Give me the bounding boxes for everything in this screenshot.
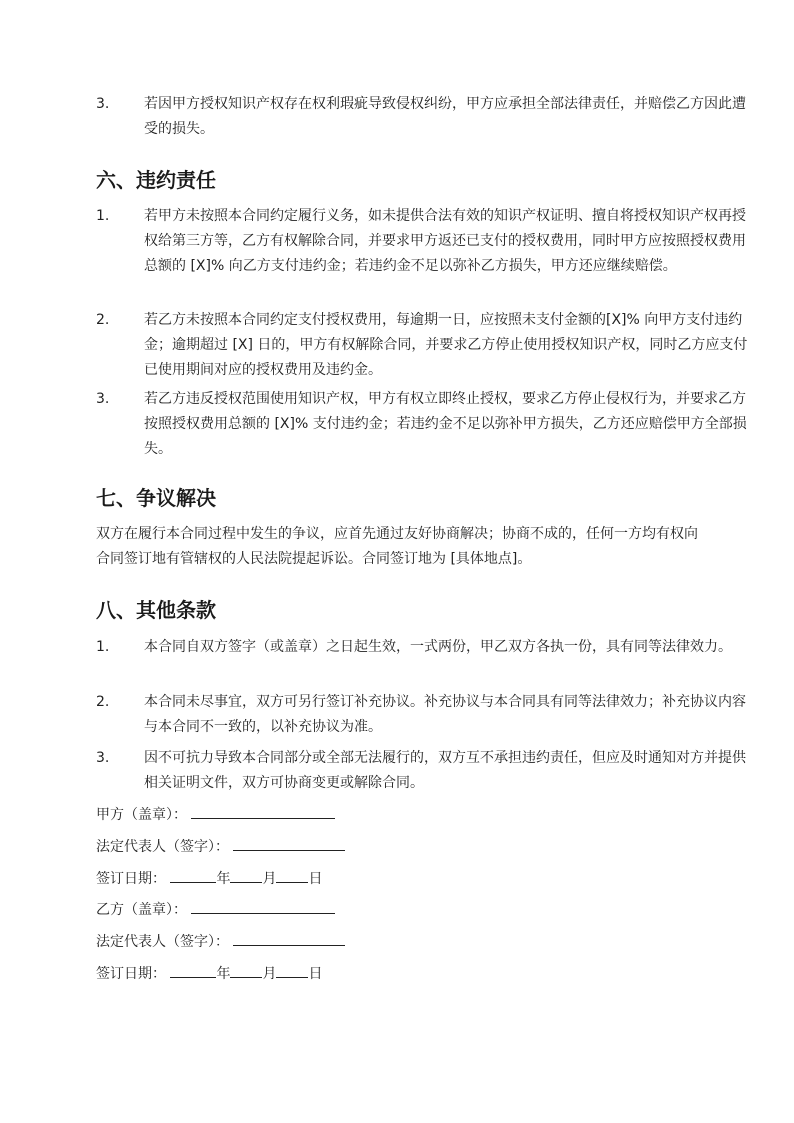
party-a-seal-line [96, 804, 335, 825]
party-b-rep-blank[interactable] [233, 931, 345, 946]
list-text: 因不可抗力导致本合同部分或全部无法履行的，双方互不承担违约责任，但应及时通知对方并提供相关证明文件，双方可协商变更或解除合同。 [144, 750, 746, 791]
list-item [96, 690, 748, 740]
party-b-seal-label: 乙方（盖章）： [96, 902, 187, 918]
list-text: 若乙方未按照本合同约定支付授权费用，每逾期一日，应按照未支付金额的[X]% 向甲方支付违约金；逾期超过 [X] 日的，甲方有权解除合同，并要求乙方停止使用授权知识产权，同时乙方应支付已使用期间对应的授权费用及违约金。 [144, 312, 748, 378]
party-b-rep-label: 法定代表人（签字）： [96, 934, 229, 950]
party-b-date-line [96, 963, 322, 984]
list-number: 1. [96, 639, 110, 655]
party-b-rep-line [96, 931, 345, 952]
day-blank[interactable] [276, 868, 308, 883]
party-a-date-label: 签订日期： [96, 871, 166, 887]
list-item [96, 746, 748, 796]
party-a-seal-blank[interactable] [191, 804, 335, 819]
list-number: 3. [96, 96, 110, 112]
list-number: 2. [96, 694, 110, 710]
party-a-rep-line [96, 836, 345, 857]
list-number: 3. [96, 391, 110, 407]
party-a-rep-label: 法定代表人（签字）： [96, 839, 229, 855]
section-heading-breach: 六、违约责任 [96, 168, 216, 192]
list-text: 本合同自双方签字（或盖章）之日起生效，一式两份，甲乙双方各执一份，具有同等法律效力。 [144, 639, 732, 655]
month-label: 月 [262, 871, 277, 887]
month-blank[interactable] [230, 868, 262, 883]
list-number: 2. [96, 312, 110, 328]
list-number: 1. [96, 208, 110, 224]
list-number: 3. [96, 750, 110, 766]
year-blank[interactable] [170, 868, 216, 883]
list-item [96, 635, 748, 660]
dispute-paragraph: 双方在履行本合同过程中发生的争议，应首先通过友好协商解决；协商不成的，任何一方均有权向合同签订地有管辖权的人民法院提起诉讼。合同签订地为 [具体地点]。 [96, 526, 698, 567]
list-text: 本合同未尽事宜，双方可另行签订补充协议。补充协议与本合同具有同等法律效力；补充协议内容与本合同不一致的，以补充协议为准。 [144, 694, 746, 735]
day-label: 日 [308, 871, 323, 887]
party-a-rep-blank[interactable] [233, 836, 345, 851]
year-blank[interactable] [170, 963, 216, 978]
day-blank[interactable] [276, 963, 308, 978]
month-blank[interactable] [230, 963, 262, 978]
party-a-date-line [96, 868, 322, 889]
list-item [96, 92, 748, 142]
party-b-date-label: 签订日期： [96, 966, 166, 982]
party-a-seal-label: 甲方（盖章）： [96, 807, 187, 823]
list-item [96, 204, 748, 279]
party-b-seal-line [96, 899, 335, 920]
year-label: 年 [216, 966, 231, 982]
list-item [96, 387, 748, 462]
list-text: 若乙方违反授权范围使用知识产权，甲方有权立即终止授权，要求乙方停止侵权行为，并要求乙方按照授权费用总额的 [X]% 支付违约金；若违约金不足以弥补甲方损失，乙方还应赔偿甲方全部损失。 [144, 391, 747, 457]
list-text: 若因甲方授权知识产权存在权利瑕疵导致侵权纠纷，甲方应承担全部法律责任，并赔偿乙方因此遭受的损失。 [144, 96, 746, 137]
list-text: 若甲方未按照本合同约定履行义务，如未提供合法有效的知识产权证明、擅自将授权知识产权再授权给第三方等，乙方有权解除合同，并要求甲方返还已支付的授权费用，同时甲方应按照授权费用总额的 [X]% 向乙方支付违约金；若违约金不足以弥补乙方损失，甲方还应继续赔偿。 [144, 208, 746, 274]
month-label: 月 [262, 966, 277, 982]
list-item [96, 308, 748, 383]
year-label: 年 [216, 871, 231, 887]
party-b-seal-blank[interactable] [191, 899, 335, 914]
section-heading-other: 八、其他条款 [96, 598, 216, 622]
section-heading-dispute: 七、争议解决 [96, 486, 216, 510]
day-label: 日 [308, 966, 323, 982]
